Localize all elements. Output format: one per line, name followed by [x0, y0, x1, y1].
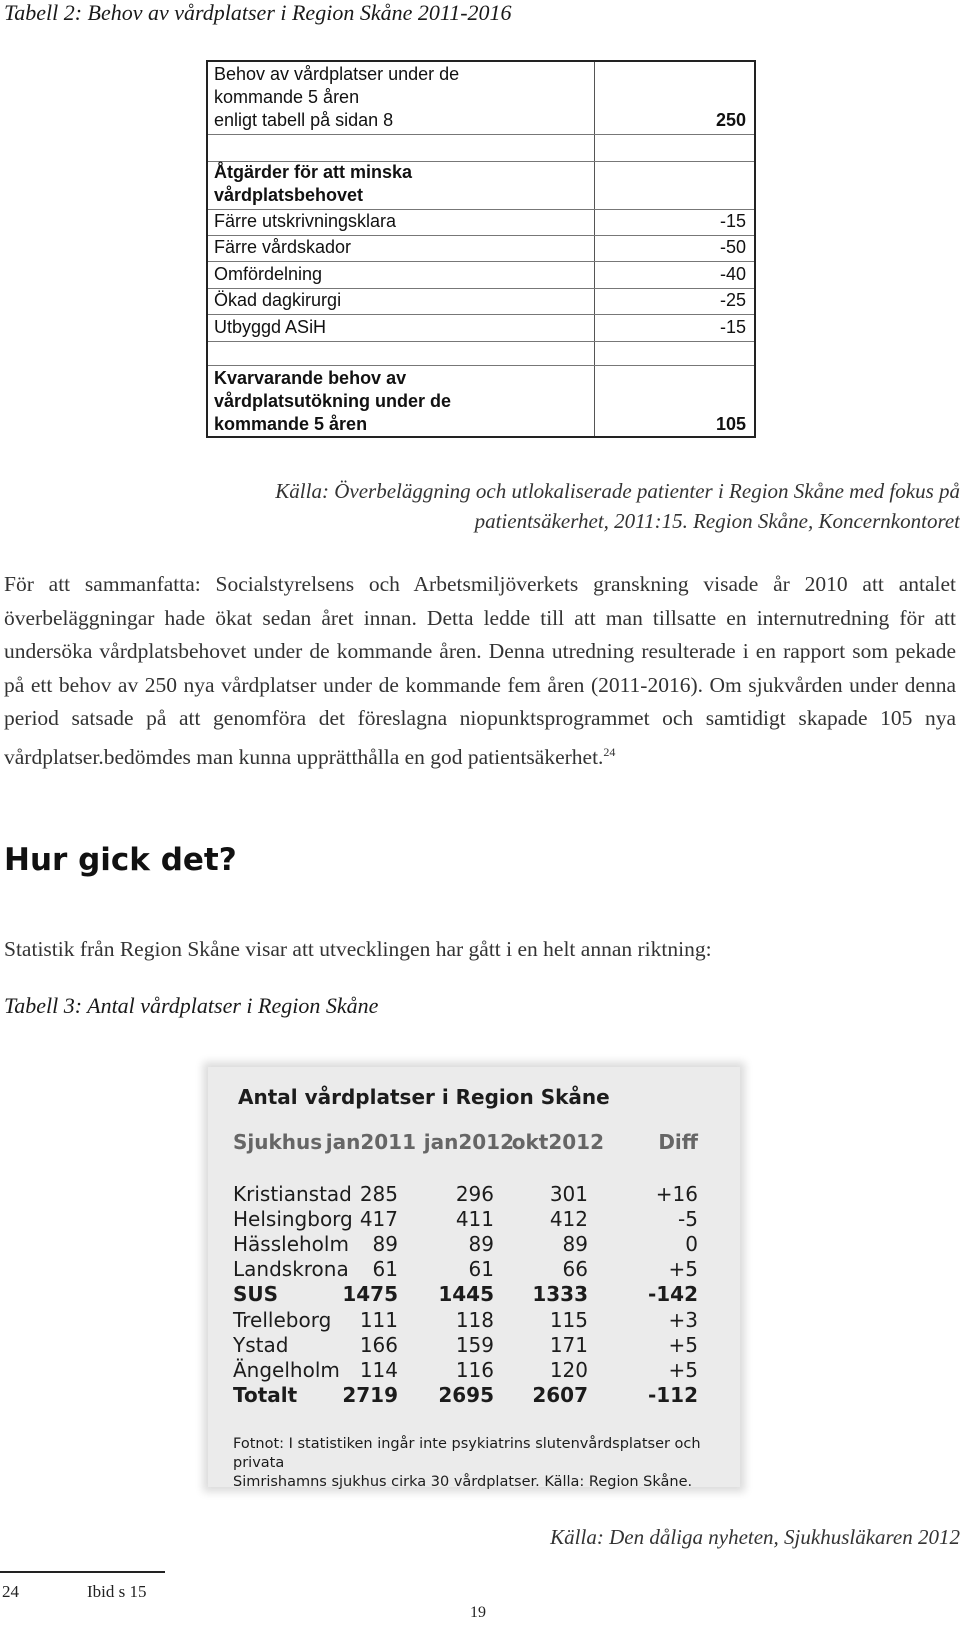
measure-label: Omfördelning	[214, 264, 323, 284]
table2	[206, 60, 756, 438]
column-header: Sjukhus	[233, 1130, 323, 1154]
table-row	[208, 1281, 740, 1307]
need-label: Behov av vårdplatser under de kommande 5 åren enligt tabell på sidan 8	[214, 64, 460, 130]
table-cell: 1475	[342, 1282, 398, 1306]
table-cell: 411	[455, 1207, 494, 1231]
table-row	[208, 1256, 740, 1282]
section-heading: Hur gick det?	[4, 842, 237, 878]
page-number: 19	[470, 1604, 486, 1621]
table-cell: 2607	[532, 1383, 588, 1407]
table2-source: Källa: Överbeläggning och utlokaliserade patienter i Region Skåne med fokus på patientsäkerhet, 2011:15. Region Skåne, Koncernkontoret	[275, 479, 960, 533]
table2-row-measure	[208, 236, 754, 262]
table-cell: 66	[562, 1257, 588, 1281]
table-row	[208, 1231, 740, 1257]
table2-row-remaining	[208, 366, 754, 438]
diff-cell: 0	[685, 1232, 698, 1256]
diff-cell: +5	[668, 1358, 698, 1382]
hospital-name: Ängelholm	[233, 1358, 340, 1382]
hospital-name: Totalt	[233, 1383, 298, 1407]
hospital-name: Landskrona	[233, 1257, 349, 1281]
table3-source: Källa: Den dåliga nyheten, Sjukhusläkaren 2012	[550, 1525, 960, 1549]
table-row-total	[208, 1382, 740, 1408]
table-row	[208, 1206, 740, 1232]
table-cell: 89	[468, 1232, 494, 1256]
measure-label: Utbyggd ASiH	[214, 317, 327, 337]
table3	[208, 1067, 740, 1490]
table-row	[208, 1357, 740, 1383]
stats-intro: Statistik från Region Skåne visar att utvecklingen har gått i en helt annan riktning:	[4, 937, 712, 961]
table3-footnote: Fotnot: I statistiken ingår inte psykiatrins slutenvårdsplatser och privata Simrishamns sjukhus cirka 30 vårdplatser. Källa: Region Skåne.	[233, 1436, 701, 1490]
table-cell: 159	[455, 1333, 494, 1357]
table-cell: 301	[549, 1182, 588, 1206]
table2-caption: Tabell 2: Behov av vårdplatser i Region Skåne 2011-2016	[4, 0, 512, 25]
table-cell: 120	[549, 1358, 588, 1382]
table-row	[208, 1307, 740, 1333]
diff-cell: -112	[647, 1383, 698, 1407]
measure-value: -15	[719, 211, 746, 231]
table3-header-row	[208, 1129, 740, 1155]
column-header: jan2012	[423, 1130, 514, 1154]
hospital-name: SUS	[233, 1282, 279, 1306]
hospital-name: Helsingborg	[233, 1207, 353, 1231]
table-cell: 116	[455, 1358, 494, 1382]
table-cell: 89	[562, 1232, 588, 1256]
table2-row-measure	[208, 262, 754, 289]
table2-spacer-row	[208, 342, 754, 366]
measure-label: Ökad dagkirurgi	[214, 290, 342, 310]
table-cell: 412	[549, 1207, 588, 1231]
table2-row-measure	[208, 289, 754, 315]
table3-caption: Tabell 3: Antal vårdplatser i Region Skåne	[4, 993, 379, 1018]
table-cell: 2695	[438, 1383, 494, 1407]
table-cell: 61	[468, 1257, 494, 1281]
table-cell: 417	[359, 1207, 398, 1231]
remaining-label: Kvarvarande behov av vårdplatsutökning under de kommande 5 åren	[214, 368, 452, 434]
column-header: okt2012	[511, 1130, 604, 1154]
footnote-text: Ibid s 15	[87, 1582, 147, 1601]
need-value: 250	[715, 110, 746, 130]
table-cell: 296	[455, 1182, 494, 1206]
hospital-name: Ystad	[233, 1333, 289, 1357]
remaining-value: 105	[715, 414, 746, 434]
diff-cell: +3	[668, 1308, 698, 1332]
summary-paragraph: För att sammanfatta: Socialstyrelsens och Arbetsmiljöverkets granskning visade år 2010 att antalet överbeläggningar hade ökat sedan året innan. Detta ledde till att man tillsatte en internutredning för att undersöka vårdplatsbehovet under de kommande åren. Denna utredning resulterade i en rapport som pekade på ett behov av 250 nya vårdplatser under de kommande fem åren (2011-2016). Om sjukvården under denna period satsade på att genomföra det föreslagna niopunktsprogrammet och samtidigt skapade 105 nya vårdplatser.bedömdes man kunna upprätthålla en god patientsäkerhet.$^{24}$	[4, 572, 956, 769]
footnote-ref: 24	[603, 744, 616, 759]
table-row	[208, 1181, 740, 1207]
table-cell: 2719	[342, 1383, 398, 1407]
column-header: jan2011	[325, 1130, 416, 1154]
table-cell: 166	[359, 1333, 398, 1357]
measure-value: -25	[719, 290, 746, 310]
hospital-name: Trelleborg	[233, 1308, 332, 1332]
diff-cell: +16	[655, 1182, 698, 1206]
measures-heading: Åtgärder för att minska vårdplatsbehovet	[214, 162, 413, 205]
table2-row-need	[208, 62, 754, 135]
table-cell: 1333	[532, 1282, 588, 1306]
measure-value: -15	[719, 317, 746, 337]
hospital-name: Hässleholm	[233, 1232, 349, 1256]
table-cell: 115	[549, 1308, 588, 1332]
diff-cell: +5	[668, 1257, 698, 1281]
column-header: Diff	[658, 1130, 698, 1154]
table-cell: 61	[372, 1257, 398, 1281]
table2-row-measure	[208, 210, 754, 236]
measure-label: Färre utskrivningsklara	[214, 211, 397, 231]
table-cell: 118	[455, 1308, 494, 1332]
measure-value: -40	[719, 264, 746, 284]
table-cell: 1445	[438, 1282, 494, 1306]
diff-cell: +5	[668, 1333, 698, 1357]
footnote-number: 24	[2, 1582, 19, 1601]
table3-title: Antal vårdplatser i Region Skåne	[238, 1085, 610, 1109]
table-row	[208, 1332, 740, 1358]
diff-cell: -5	[678, 1207, 698, 1231]
table-cell: 114	[359, 1358, 398, 1382]
table2-spacer-row	[208, 135, 754, 162]
table-cell: 111	[359, 1308, 398, 1332]
hospital-name: Kristianstad	[233, 1182, 352, 1206]
footnote-divider	[0, 1571, 165, 1573]
table-cell: 285	[359, 1182, 398, 1206]
table2-row-measures-heading	[208, 162, 754, 210]
table-cell: 89	[372, 1232, 398, 1256]
table2-row-measure	[208, 315, 754, 342]
table-cell: 171	[549, 1333, 588, 1357]
measure-value: -50	[719, 237, 746, 257]
measure-label: Färre vårdskador	[214, 237, 352, 257]
diff-cell: -142	[647, 1282, 698, 1306]
